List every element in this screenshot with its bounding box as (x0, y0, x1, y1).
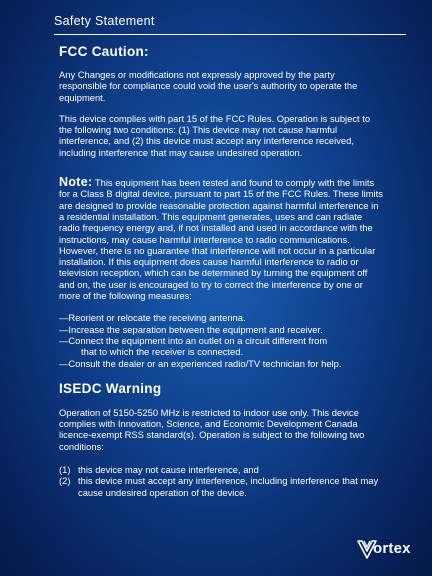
list-item (59, 475, 384, 498)
condition-text: this device may not cause interference, and (78, 464, 259, 476)
page-title: Safety Statement (54, 14, 155, 28)
list-item-continuation: that to which the receiver is connected. (81, 346, 244, 358)
content-body (59, 44, 384, 498)
condition-number: (2) (59, 475, 71, 487)
note-label: Note: (59, 175, 93, 190)
list-item (59, 464, 384, 475)
fcc-caution-heading: FCC Caution: (59, 44, 149, 59)
conditions-list (59, 464, 384, 498)
condition-text: this device must accept any interference, including interference that may cause undesired operation of the device. (78, 475, 379, 498)
list-item: —Consult the dealer or an experienced radio/TV technician for help. (59, 357, 342, 369)
isedc-heading: ISEDC Warning (59, 380, 162, 396)
list-item: —Reorient or relocate the receiving antenna. (59, 312, 246, 324)
isedc-para: Operation of 5150-5250 MHz is restricted to indoor use only. This device complies with Innovation, Science, and Economic Development Canada licence-exempt RSS standard(s). Operation is subject to the following two conditions: (59, 406, 365, 452)
fcc-para-2: This device complies with part 15 of the FCC Rules. Operation is subject to the following two conditions: (1) This device may not cause harmful interference, and (2) this device must accept any interference received, including interference that may cause undesired operation. (59, 112, 371, 158)
brand-name: ortex (373, 540, 411, 557)
fcc-para-1: Any Changes or modifications not expressly approved by the party responsible for compliance could void the user's authority to operate the equipment. (59, 69, 358, 103)
list-item-line: —Connect the equipment into an outlet on a circuit different from (59, 334, 328, 346)
note-paragraph (59, 177, 384, 301)
header-divider (54, 34, 406, 35)
note-text: This equipment has been tested and found to comply with the limits for a Class B digital device, pursuant to part 15 of the FCC Rules. These limits are designed to provide reasonable protection against harmful interference in a residential installation. This equipment generates, uses and can radiate radio frequency energy and, if not installed and used in accordance with the instructions, may cause harmful interference to radio communications. However, there is no guarantee that interference will not occur in a particular installation. If this equipment does cause harmful interference to radio or television reception, which can be determined by turning the equipment off and on, the user is encouraged to try to correct the interference by one or more of the following measures: (59, 177, 383, 302)
list-item: —Increase the separation between the equipment and receiver. (59, 323, 323, 335)
measures-list (59, 312, 384, 368)
vortex-logo (356, 538, 422, 560)
condition-number: (1) (59, 464, 71, 476)
list-item (59, 335, 384, 358)
